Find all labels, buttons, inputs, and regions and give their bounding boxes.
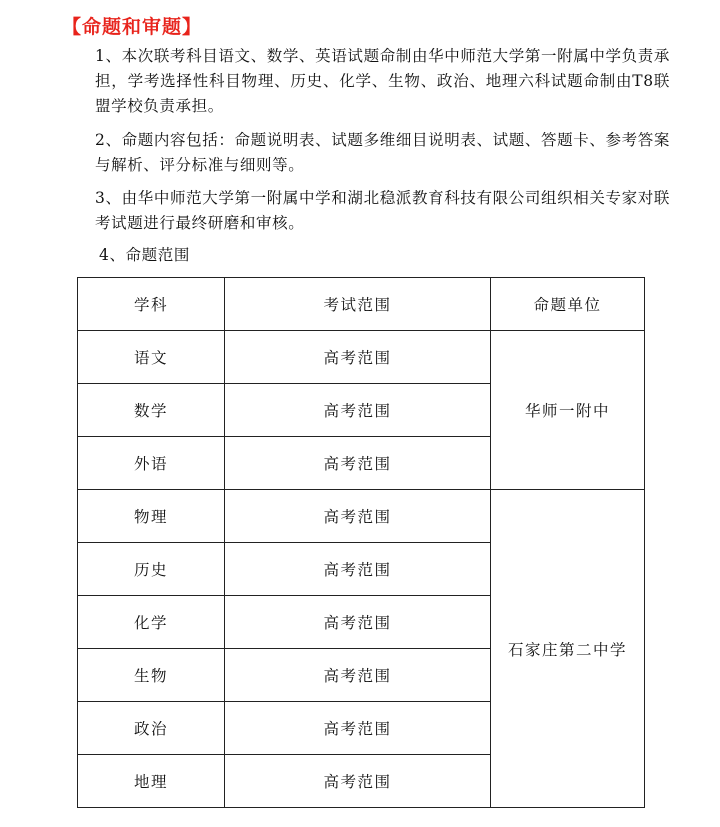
scope-cell: 高考范围 (225, 331, 491, 384)
scope-cell: 高考范围 (225, 755, 491, 808)
paragraph-2: 2、命题内容包括：命题说明表、试题多维细目说明表、试题、答题卡、参考答案与解析、评分标准与细则等。 (95, 131, 670, 174)
scope-cell: 高考范围 (225, 384, 491, 437)
section-title: 【命题和审题】 (62, 16, 203, 38)
paragraph-1: 1、本次联考科目语文、数学、英语试题命制由华中师范大学第一附属中学负责承担，学考选择性科目物理、历史、化学、生物、政治、地理六科试题命制由T8联盟学校负责承担。 (95, 47, 670, 115)
subject-cell: 政治 (78, 702, 225, 755)
scope-cell: 高考范围 (225, 596, 491, 649)
subject-cell: 生物 (78, 649, 225, 702)
scope-cell: 高考范围 (225, 543, 491, 596)
paragraph-4: 4、命题范围 (99, 246, 190, 264)
subject-cell: 数学 (78, 384, 225, 437)
header-unit: 命题单位 (491, 278, 645, 331)
paragraph-3: 3、由华中师范大学第一附属中学和湖北稳派教育科技有限公司组织相关专家对联考试题进行最终研磨和审核。 (95, 189, 670, 232)
subject-cell: 化学 (78, 596, 225, 649)
scope-cell: 高考范围 (225, 702, 491, 755)
scope-cell: 高考范围 (225, 437, 491, 490)
table-row (78, 490, 645, 543)
table-row (78, 331, 645, 384)
subject-cell: 语文 (78, 331, 225, 384)
subject-cell: 物理 (78, 490, 225, 543)
unit-cell: 华师一附中 (491, 331, 645, 490)
subject-cell: 外语 (78, 437, 225, 490)
scope-cell: 高考范围 (225, 649, 491, 702)
exam-scope-table (77, 277, 645, 808)
subject-cell: 地理 (78, 755, 225, 808)
scope-cell: 高考范围 (225, 490, 491, 543)
header-subject: 学科 (78, 278, 225, 331)
header-scope: 考试范围 (225, 278, 491, 331)
subject-cell: 历史 (78, 543, 225, 596)
table-header-row (78, 278, 645, 331)
unit-cell: 石家庄第二中学 (491, 490, 645, 808)
